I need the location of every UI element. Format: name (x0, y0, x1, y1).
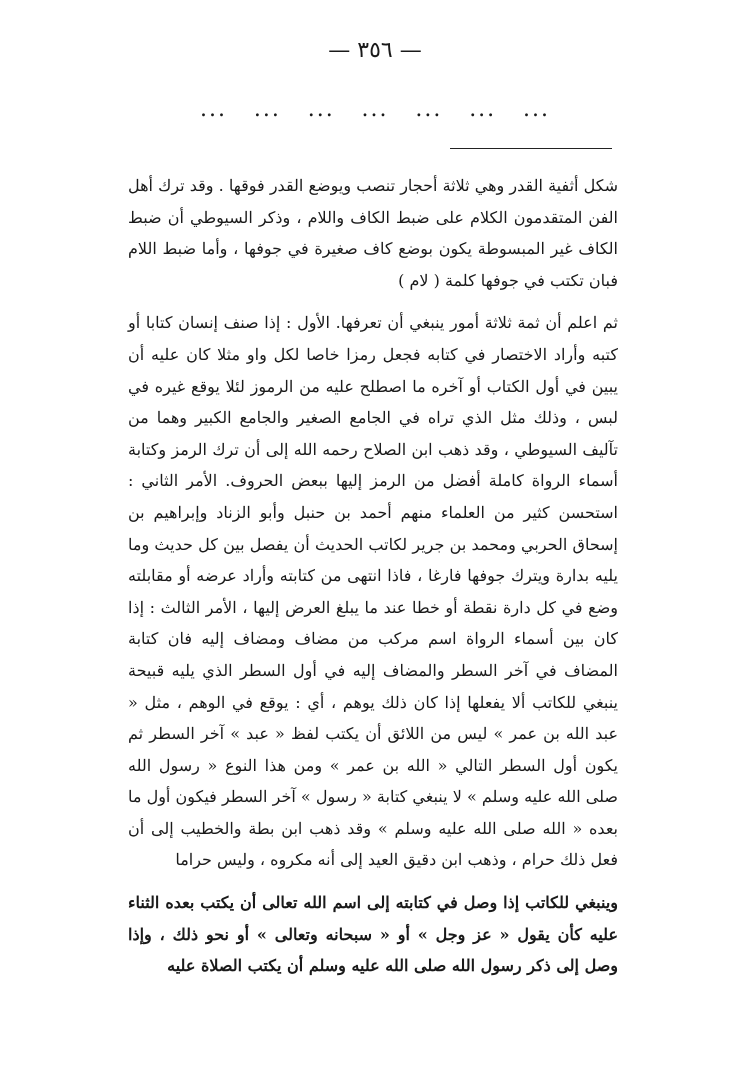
footnote-divider (450, 148, 612, 149)
ellipsis-mark: ... (469, 97, 497, 122)
page-number: — ٣٥٦ — (328, 38, 422, 63)
ellipsis-mark: ... (415, 97, 443, 122)
ellipsis-mark: ... (523, 97, 550, 122)
ellipsis-separator (200, 97, 550, 122)
ellipsis-mark: ... (361, 97, 389, 122)
paragraph: شكل أثفية القدر وهي ثلاثة أحجار تنصب ويوضع القدر فوقها . وقد ترك أهل الفن المتقدمون الكلام على ضبط الكاف واللام ، وذكر السيوطي أن ضبط الكاف غير المبسوطة يكون بوضع كاف صغيرة في جوفها ، وأما ضبط اللام فبان تكتب في جوفها كلمة ( لام ) (128, 176, 618, 290)
ellipsis-mark: ... (253, 97, 281, 122)
ellipsis-mark: ... (200, 97, 228, 122)
ellipsis-mark: ... (307, 97, 335, 122)
page-body (128, 170, 618, 982)
paragraph: وينبغي للكاتب إذا وصل في كتابته إلى اسم الله تعالى أن يكتب بعده الثناء عليه كأن يقول « عز وجل » أو « سبحانه وتعالى » أو نحو ذلك ، وإذا وصل إلى ذكر رسول الله صلى الله عليه وسلم أن يكتب الصلاة عليه (128, 893, 618, 976)
paragraph: ثم اعلم أن ثمة ثلاثة أمور ينبغي أن تعرفها. الأول : إذا صنف إنسان كتابا أو كتبه وأراد الاختصار في كتابه فجعل رمزا خاصا لكل واو مثلا كان عليه أن يبين في أول الكتاب أو آخره ما اصطلح عليه من الرموز لئلا يوقع غيره في لبس ، وذلك مثل الذي تراه في الجامع الصغير والجامع الكبير وهما من تآليف السيوطي ، وقد ذهب ابن الصلاح رحمه الله إلى أن ترك الرمز وكتابة أسماء الرواة كاملة أفضل من الرمز إليها ببعض الحروف. الأمر الثاني : استحسن كثير من العلماء منهم أحمد بن حنبل وأبو الزناد وإبراهيم بن إسحاق الحربي ومحمد بن جرير لكاتب الحديث أن يفصل بين كل حديث وما يليه بدارة ويترك جوفها فارغا ، فاذا انتهى من كتابته وأراد عرضه أو مقابلته وضع في كل دارة نقطة أو خطا عند ما يبلغ العرض إليها ، الأمر الثالث : إذا كان بين أسماء الرواة اسم مركب من مضاف ومضاف إليه فان كتابة المضاف في آخر السطر والمضاف إليه في أول السطر الذي يليه قبيحة ينبغي للكاتب ألا يفعلها إذا كان ذلك يوهم ، أي : يوقع في الوهم ، مثل « عبد الله بن عمر » ليس من اللائق أن يكتب لفظ « عبد » آخر السطر ثم يكون أول السطر التالي « الله بن عمر » ومن هذا النوع « رسول الله صلى الله عليه وسلم » لا ينبغي كتابة « رسول » آخر السطر فيكون أول ما بعده « الله صلى الله عليه وسلم » وقد ذهب ابن بطة والخطيب إلى أن فعل ذلك حرام ، وذهب ابن دقيق العيد إلى أنه مكروه ، وليس حراما (128, 313, 619, 870)
